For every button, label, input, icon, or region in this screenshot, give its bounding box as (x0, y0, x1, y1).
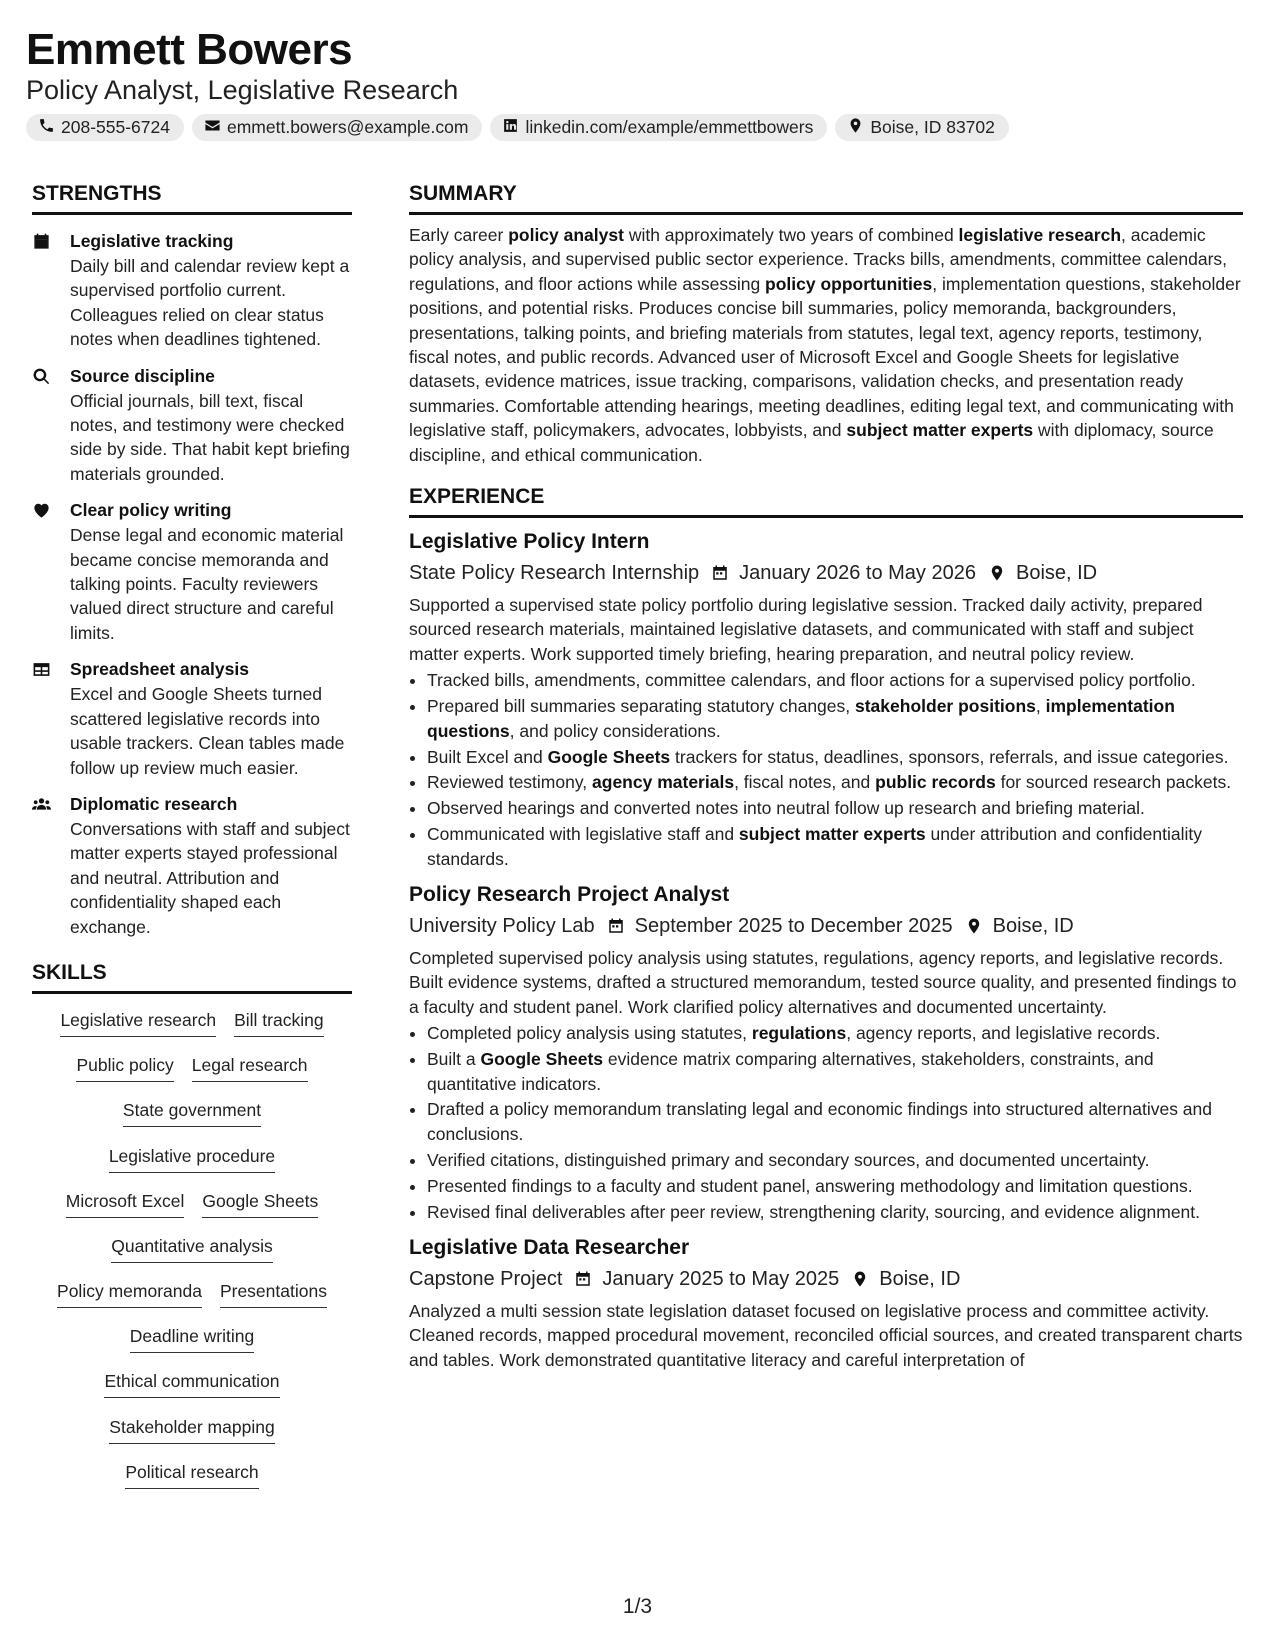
location-pin-icon (953, 917, 993, 935)
job-bullet: • Drafted a policy memorandum translating legal and economic findings into structured alternatives and conclusions. (427, 1097, 1243, 1146)
strength-item (32, 657, 352, 780)
job-bullet: • Verified citations, distinguished primary and secondary sources, and documented uncertainty. (427, 1148, 1243, 1172)
strength-title: Diplomatic research (70, 793, 238, 814)
skills-list (32, 1008, 352, 1505)
skill-row (32, 1279, 352, 1324)
summary-text: Early career policy analyst with approximately two years of combined legislative research, academic policy analysis, and supervised public sector experience. Tracks bills, amendments, committee calendars, regulations, and floor actions while assessing policy opportunities, implementation questions, stakeholder positions, and potential risks. Produces concise bill summaries, policy memoranda, backgrounders, presentations, talking points, and briefing materials from statutes, legal text, agency reports, testimony, fiscal notes, and public records. Advanced user of Microsoft Excel and Google Sheets for legislative datasets, evidence matrices, issue tracking, comparisons, validation checks, and presentation ready summaries. Comfortable attending hearings, meeting deadlines, editing legal text, and communicating with legislative staff, policymakers, advocates, lobbyists, and subject matter experts with diplomacy, source discipline, and ethical communication. (409, 225, 1241, 465)
skill-row (32, 1324, 352, 1369)
skill-tag: Political research (125, 1460, 258, 1489)
calendar-icon (562, 1270, 602, 1288)
skill-row (32, 1234, 352, 1279)
skill-tag: Microsoft Excel (66, 1189, 185, 1218)
strength-title: Source discipline (70, 365, 215, 386)
job-meta (409, 1264, 1243, 1294)
job-entry (409, 881, 1243, 1224)
strengths-heading: STRENGTHS (32, 180, 352, 215)
job-dates: January 2025 to May 2025 (602, 1268, 840, 1290)
calendar-icon (699, 564, 739, 582)
job-dates: September 2025 to December 2025 (634, 915, 953, 938)
skill-row (32, 1098, 352, 1143)
summary-heading: SUMMARY (409, 180, 1243, 215)
phone-icon (38, 117, 55, 139)
strength-desc: Official journals, bill text, fiscal notes, and testimony were checked side by side. That habit kept briefing materials grounded. (70, 390, 350, 484)
job-org: Capstone Project (409, 1268, 563, 1290)
job-location: Boise, ID (992, 915, 1074, 938)
heart-icon (32, 498, 70, 645)
job-bullets (409, 1021, 1243, 1224)
candidate-name: Emmett Bowers (26, 25, 353, 74)
strength-item (32, 364, 352, 487)
linkedin-icon (502, 117, 519, 139)
calendar-icon (32, 229, 70, 352)
contact-phone-text: 208-555-6724 (61, 117, 170, 137)
job-bullet: • Revised final deliverables after peer review, strengthening clarity, sourcing, and evidence alignment. (427, 1200, 1243, 1224)
job-bullet: • Observed hearings and converted notes into neutral follow up research and briefing material. (427, 796, 1243, 820)
contact-linkedin[interactable] (490, 114, 827, 141)
experience-list (409, 528, 1243, 1372)
envelope-icon (204, 117, 221, 139)
job-location: Boise, ID (879, 1268, 961, 1290)
skill-row (32, 1415, 352, 1460)
job-bullet: • Built Excel and Google Sheets trackers for status, deadlines, sponsors, referrals, and issue categories. (427, 745, 1243, 769)
job-entry (409, 528, 1243, 871)
skill-row (32, 1008, 352, 1053)
strength-item (32, 229, 352, 352)
job-meta (409, 558, 1243, 588)
skill-tag: Public policy (76, 1053, 173, 1082)
strength-desc: Daily bill and calendar review kept a supervised portfolio current. Colleagues relied on clear status notes when deadlines tightened. (70, 256, 350, 350)
strength-desc: Dense legal and economic material became concise memoranda and talking points. Faculty reviewers valued direct structure and careful limits. (70, 525, 344, 643)
right-column (409, 180, 1243, 1372)
contact-email-text: emmett.bowers@example.com (226, 117, 469, 137)
strength-desc: Excel and Google Sheets turned scattered legislative records into usable trackers. Clean tables made follow up review much easier. (70, 684, 345, 778)
skill-tag: Presentations (220, 1279, 327, 1308)
skill-tag: Deadline writing (130, 1324, 255, 1353)
skill-tag: Legal research (192, 1053, 308, 1082)
location-pin-icon (847, 117, 864, 139)
job-location: Boise, ID (1015, 562, 1098, 585)
job-title: Legislative Data Researcher (409, 1236, 690, 1259)
strength-title: Clear policy writing (70, 500, 232, 521)
skill-row (32, 1053, 352, 1098)
contact-bar (26, 114, 1009, 141)
job-description: Supported a supervised state policy portfolio during legislative session. Tracked daily activity, prepared sourced research materials, maintained legislative datasets, and communicated with staff and subject matter experts. Work supported timely briefing, hearing preparation, and neutral policy review. (409, 595, 1203, 664)
job-org: University Policy Lab (409, 915, 595, 938)
skill-row (32, 1460, 352, 1505)
contact-email[interactable] (192, 114, 482, 141)
contact-phone[interactable] (26, 114, 184, 141)
candidate-title: Policy Analyst, Legislative Research (26, 75, 459, 105)
job-dates: January 2026 to May 2026 (739, 562, 976, 585)
skills-heading: SKILLS (32, 959, 352, 994)
job-title: Legislative Policy Intern (409, 530, 650, 554)
skill-tag: Bill tracking (234, 1008, 323, 1037)
job-bullet: • Tracked bills, amendments, committee calendars, and floor actions for a supervised policy portfolio. (427, 668, 1243, 692)
skill-row (32, 1369, 352, 1414)
skill-tag: Quantitative analysis (111, 1234, 272, 1263)
job-bullet: • Reviewed testimony, agency materials, fiscal notes, and public records for sourced research packets. (427, 770, 1243, 794)
skill-tag: State government (123, 1098, 261, 1127)
contact-linkedin-text: linkedin.com/example/emmettbowers (525, 117, 814, 137)
job-title: Policy Research Project Analyst (409, 883, 730, 907)
skill-row (32, 1189, 352, 1234)
skill-tag: Legislative research (60, 1008, 216, 1037)
page-number: 1/3 (622, 1595, 653, 1618)
job-bullets (409, 668, 1243, 871)
skill-row (32, 1144, 352, 1189)
skill-tag: Google Sheets (202, 1189, 318, 1218)
location-pin-icon (839, 1270, 879, 1288)
experience-heading: EXPERIENCE (409, 483, 1243, 518)
calendar-icon (595, 917, 635, 935)
strength-item (32, 792, 352, 939)
search-icon (32, 364, 70, 487)
strength-title: Spreadsheet analysis (70, 659, 249, 680)
job-org: State Policy Research Internship (409, 562, 700, 585)
job-bullet: • Completed policy analysis using statutes, regulations, agency reports, and legislative records. (427, 1021, 1243, 1045)
strength-item (32, 498, 352, 645)
location-pin-icon (976, 564, 1016, 582)
users-icon (32, 792, 70, 939)
job-entry (409, 1234, 1243, 1372)
contact-location (835, 114, 1009, 141)
skill-tag: Policy memoranda (57, 1279, 202, 1308)
strength-desc: Conversations with staff and subject matter experts stayed professional and neutral. Attribution and confidentiality shaped each exchange. (70, 818, 350, 937)
job-bullet: • Presented findings to a faculty and student panel, answering methodology and limitation questions. (427, 1174, 1243, 1198)
skill-tag: Stakeholder mapping (109, 1415, 274, 1444)
left-column (32, 180, 352, 1505)
skill-tag: Legislative procedure (109, 1144, 275, 1173)
job-description: Completed supervised policy analysis using statutes, regulations, agency reports, and legislative records. Built evidence systems, drafted a structured memorandum, tested source quality, and presented findings to a faculty and student panel. Work clarified policy alternatives and documented uncertainty. (409, 948, 1237, 1017)
job-bullet: • Communicated with legislative staff and subject matter experts under attribution and confidentiality standards. (427, 822, 1243, 871)
table-icon (32, 657, 70, 780)
job-meta (409, 911, 1243, 941)
job-bullet: • Prepared bill summaries separating statutory changes, stakeholder positions, implementation questions, and policy considerations. (427, 694, 1243, 743)
job-bullet: • Built a Google Sheets evidence matrix comparing alternatives, stakeholders, constraints, and quantitative indicators. (427, 1047, 1243, 1096)
skill-tag: Ethical communication (104, 1369, 279, 1398)
contact-location-text: Boise, ID 83702 (870, 117, 995, 137)
strength-title: Legislative tracking (70, 231, 234, 251)
job-description: Analyzed a multi session state legislation dataset focused on legislative process and committee activity. Cleaned records, mapped procedural movement, reconciled official sources, and created transparent charts and tables. Work demonstrated quantitative literacy and careful interpretation of (409, 1301, 1243, 1370)
